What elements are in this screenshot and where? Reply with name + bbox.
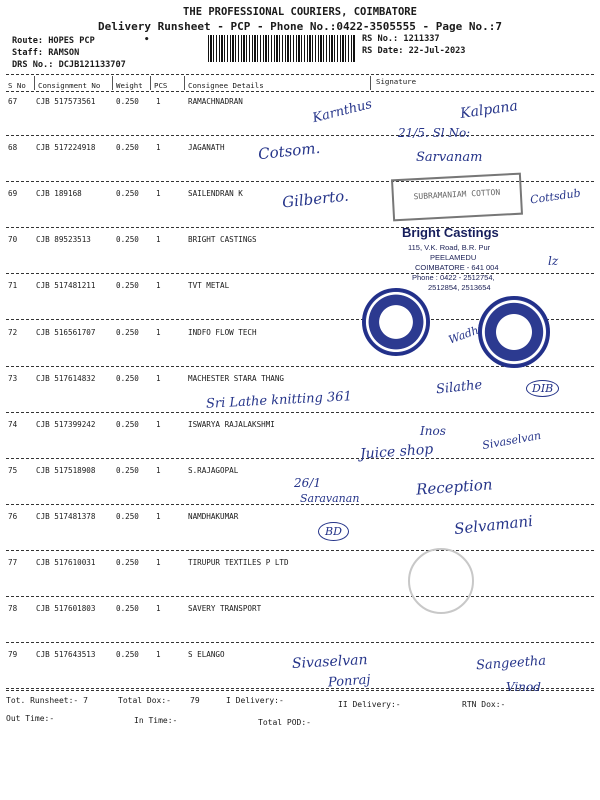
- row-pcs: 1: [156, 420, 161, 429]
- row-pcs: 1: [156, 281, 161, 290]
- handwritten-sign: Cottsdub: [529, 186, 582, 207]
- handwritten-note: Sri Lathe knitting 361: [205, 389, 353, 412]
- route-label: Route: HOPES PCP: [12, 36, 95, 46]
- handwritten-sign: Cotsom.: [257, 138, 322, 164]
- col-divider: [370, 76, 371, 90]
- row-consignment-no: CJB 517224918: [36, 143, 96, 152]
- row-divider: [6, 412, 594, 413]
- row-consignment-no: CJB 517481378: [36, 512, 96, 521]
- rs-number: RS No.: 1211337: [362, 34, 440, 44]
- row-consignee: ISWARYA RAJALAKSHMI: [188, 420, 275, 429]
- row-weight: 0.250: [116, 328, 139, 337]
- row-sno: 77: [8, 558, 18, 567]
- row-consignment-no: CJB 517481211: [36, 281, 96, 290]
- ii-delivery: II Delivery:-: [338, 700, 401, 709]
- col-divider: [150, 76, 151, 90]
- row-pcs: 1: [156, 328, 161, 337]
- total-dox-value: 79: [190, 696, 200, 705]
- row-sno: 67: [8, 97, 18, 106]
- handwritten-sign: Ponraj: [327, 672, 371, 691]
- row-consignment-no: CJB 89523513: [36, 235, 91, 244]
- row-sno: 72: [8, 328, 18, 337]
- row-weight: 0.250: [116, 466, 139, 475]
- row-weight: 0.250: [116, 604, 139, 613]
- col-divider: [34, 76, 35, 90]
- drs-number: DRS No.: DCJB121133707: [12, 60, 126, 70]
- row-weight: 0.250: [116, 374, 139, 383]
- handwritten-sign: Gilberto.: [281, 186, 350, 212]
- col-signature: Signature: [376, 77, 417, 86]
- bright-castings-phone: Phone : 0422 - 2512754,: [412, 273, 495, 282]
- row-sno: 79: [8, 650, 18, 659]
- in-time: In Time:-: [134, 716, 178, 725]
- row-consignment-no: CJB 517399242: [36, 420, 96, 429]
- row-weight: 0.250: [116, 143, 139, 152]
- handwritten-sign: Sangeetha: [475, 653, 547, 674]
- cotton-stamp: [391, 173, 523, 222]
- row-pcs: 1: [156, 650, 161, 659]
- out-time: Out Time:-: [6, 714, 55, 723]
- handwritten-mark: DIB: [526, 380, 559, 397]
- row-pcs: 1: [156, 143, 161, 152]
- row-consignment-no: CJB 517643513: [36, 650, 96, 659]
- handwritten-sign: Wadhi: [446, 322, 484, 347]
- handwritten-sign: Sarvanam: [416, 150, 483, 165]
- handwritten-note: 21/5. Sl No:: [398, 126, 471, 140]
- row-consignee: MACHESTER STARA THANG: [188, 374, 285, 383]
- row-weight: 0.250: [116, 420, 139, 429]
- barcode: [208, 35, 356, 62]
- row-consignee: TVT METAL: [188, 281, 230, 290]
- row-divider: [6, 135, 594, 136]
- row-sno: 75: [8, 466, 18, 475]
- bright-castings-name: Bright Castings: [402, 225, 499, 240]
- handwritten-mark: BD: [318, 522, 349, 541]
- row-sno: 68: [8, 143, 18, 152]
- row-sno: 71: [8, 281, 18, 290]
- handwritten-sign: Selvamani: [453, 511, 534, 539]
- row-sno: 69: [8, 189, 18, 198]
- col-consignment: Consignment No: [38, 81, 101, 90]
- handwritten-sign: Karnthus: [311, 96, 374, 127]
- row-pcs: 1: [156, 512, 161, 521]
- row-weight: 0.250: [116, 558, 139, 567]
- row-consignee: SAVERY TRANSPORT: [188, 604, 262, 613]
- total-pod: Total POD:-: [258, 718, 311, 727]
- handwritten-note: Reception: [415, 475, 494, 499]
- handwritten-sign: Sivaselvan: [481, 428, 543, 453]
- handwritten-sign: Inos: [420, 424, 446, 438]
- row-sno: 73: [8, 374, 18, 383]
- row-consignment-no: CJB 517614832: [36, 374, 96, 383]
- row-consignment-no: CJB 516561707: [36, 328, 96, 337]
- company-title: THE PROFESSIONAL COURIERS, COIMBATORE: [183, 6, 417, 18]
- row-weight: 0.250: [116, 512, 139, 521]
- handwritten-sign: Sivaselvan: [291, 652, 368, 672]
- handwritten-note: Juice shop: [359, 441, 434, 463]
- row-consignee: INDFO FLOW TECH: [188, 328, 257, 337]
- bright-castings-addr2: PEELAMEDU: [430, 253, 477, 262]
- row-sno: 74: [8, 420, 18, 429]
- handwritten-sign: Vinod: [506, 680, 541, 694]
- col-divider: [184, 76, 185, 90]
- bright-castings-addr1: 115, V.K. Road, B.R. Pur: [408, 243, 491, 252]
- row-consignee: JAGANATH: [188, 143, 225, 152]
- row-divider: [6, 273, 594, 274]
- row-consignee: S ELANGO: [188, 650, 225, 659]
- row-divider: [6, 596, 594, 597]
- handwritten-sign: lz: [548, 254, 559, 268]
- row-pcs: 1: [156, 466, 161, 475]
- row-weight: 0.250: [116, 189, 139, 198]
- rs-date: RS Date: 22-Jul-2023: [362, 46, 466, 56]
- dot-mark: •: [144, 35, 150, 45]
- row-consignee: TIRUPUR TEXTILES P LTD: [188, 558, 289, 567]
- cotton-stamp-text: SUBRAMANIAM COTTON: [413, 187, 501, 202]
- row-weight: 0.250: [116, 235, 139, 244]
- faint-seal: [408, 548, 474, 614]
- row-weight: 0.250: [116, 650, 139, 659]
- row-pcs: 1: [156, 374, 161, 383]
- row-sno: 70: [8, 235, 18, 244]
- company-seal-right: [478, 296, 550, 368]
- rtn-dox: RTN Dox:-: [462, 700, 506, 709]
- row-consignee: BRIGHT CASTINGS: [188, 235, 257, 244]
- handwritten-sign: Silathe: [435, 377, 483, 398]
- handwritten-sign: Kalpana: [459, 98, 519, 122]
- row-divider: [6, 458, 594, 459]
- handwritten-sign: Saravanan: [300, 492, 360, 505]
- row-divider: [6, 227, 594, 228]
- bright-castings-phone2: 2512854, 2513654: [428, 283, 491, 292]
- total-dox-label: Total Dox:-: [118, 696, 171, 705]
- header-top-rule: [6, 74, 594, 75]
- row-consignee: S.RAJAGOPAL: [188, 466, 239, 475]
- handwritten-note: 26/1: [294, 476, 321, 490]
- row-weight: 0.250: [116, 281, 139, 290]
- row-pcs: 1: [156, 97, 161, 106]
- row-pcs: 1: [156, 189, 161, 198]
- row-consignee: RAMACHNADRAN: [188, 97, 243, 106]
- row-pcs: 1: [156, 558, 161, 567]
- col-consignee: Consignee Details: [188, 81, 264, 90]
- col-divider: [112, 76, 113, 90]
- row-consignee: SAILENDRAN K: [188, 189, 243, 198]
- row-consignment-no: CJB 189168: [36, 189, 82, 198]
- col-weight: Weight: [116, 81, 143, 90]
- runsheet-subtitle: Delivery Runsheet - PCP - Phone No.:0422-3505555 - Page No.:7: [98, 20, 502, 33]
- row-weight: 0.250: [116, 97, 139, 106]
- header-bottom-rule: [6, 91, 594, 92]
- row-consignment-no: CJB 517610031: [36, 558, 96, 567]
- company-seal-left: [362, 288, 430, 356]
- row-divider: [6, 642, 594, 643]
- row-sno: 76: [8, 512, 18, 521]
- col-sno: S No: [8, 81, 26, 90]
- row-pcs: 1: [156, 235, 161, 244]
- row-sno: 78: [8, 604, 18, 613]
- row-divider: [6, 550, 594, 551]
- col-pcs: PCS: [154, 81, 168, 90]
- row-consignee: NAMDHAKUMAR: [188, 512, 239, 521]
- row-pcs: 1: [156, 604, 161, 613]
- bright-castings-addr3: COIMBATORE - 641 004: [415, 263, 499, 272]
- row-consignment-no: CJB 517518908: [36, 466, 96, 475]
- staff-label: Staff: RAMSON: [12, 48, 80, 58]
- row-consignment-no: CJB 517601803: [36, 604, 96, 613]
- row-consignment-no: CJB 517573561: [36, 97, 96, 106]
- i-delivery: I Delivery:-: [226, 696, 284, 705]
- tot-runsheet: Tot. Runsheet:- 7: [6, 696, 88, 705]
